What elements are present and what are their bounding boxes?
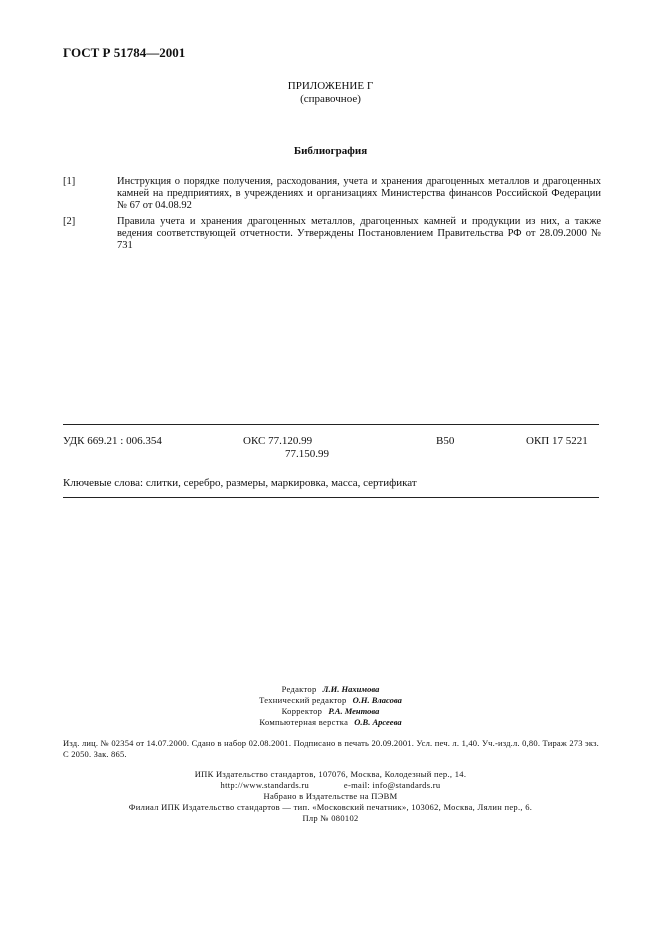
- oks-code-line2: 77.150.99: [285, 448, 329, 460]
- reference-text: Правила учета и хранения драгоценных металлов, драгоценных камней и продукции из них, а также ведения соответствующей отчетности. Утверждены Постановлением Правительства РФ от 28.09.2000 № 731: [117, 216, 601, 251]
- oks-code-line1: ОКС 77.120.99: [243, 435, 313, 447]
- reference-text: Инструкция о порядке получения, расходования, учета и хранения драгоценных металлов и драгоценных камней на предприятиях, в учреждениях и организациях Министерства финансов Российской Федерации № 67 от 04.08.92: [117, 176, 601, 211]
- print-info: Изд. лиц. № 02354 от 14.07.2000. Сдано в набор 02.08.2001. Подписано в печать 20.09.2001. Усл. печ. л. 1,40. Уч.-изд.л. 0,80. Тираж 273 экз. С 2050. Зак. 865.: [63, 738, 599, 759]
- divider-top: [63, 424, 599, 425]
- udk-code: УДК 669.21 : 006.354: [63, 435, 162, 447]
- credit-name: О.Н. Власова: [352, 695, 402, 705]
- publisher-website: http://www.standards.ru: [220, 780, 310, 790]
- appendix-subtitle: (справочное): [300, 93, 361, 105]
- publisher-license: Плр № 080102: [302, 813, 359, 823]
- bibliography-title: Библиография: [293, 145, 368, 157]
- appendix-heading: [0, 80, 661, 106]
- standard-id: ГОСТ Р 51784—2001: [63, 45, 186, 60]
- group-code: В50: [436, 435, 455, 447]
- publisher-address: ИПК Издательство стандартов, 107076, Москва, Колодезный пер., 14.: [194, 769, 467, 779]
- reference-number: [1]: [63, 176, 76, 187]
- credit-name: Л.И. Нахимова: [322, 684, 380, 694]
- credit-name: Р.А. Ментова: [328, 706, 380, 716]
- keywords: Ключевые слова: слитки, серебро, размеры, маркировка, масса, сертификат: [63, 477, 417, 489]
- publisher-typeset: Набрано в Издательстве на ПЭВМ: [263, 791, 398, 801]
- credit-row: [0, 706, 661, 717]
- credit-name: О.В. Арсеева: [354, 717, 402, 727]
- publisher-contacts: [0, 780, 661, 791]
- credits: [0, 684, 661, 728]
- publisher-branch: Филиал ИПК Издательство стандартов — тип. «Московский печатник», 103062, Москва, Лялин пер., 6.: [128, 802, 533, 812]
- credit-role: Редактор: [281, 684, 317, 694]
- credit-role: Технический редактор: [259, 695, 347, 705]
- credit-row: [0, 695, 661, 706]
- credit-row: [0, 717, 661, 728]
- credit-role: Компьютерная верстка: [259, 717, 349, 727]
- oks-code: [243, 435, 329, 461]
- reference-number: [2]: [63, 216, 76, 227]
- divider-bottom: [63, 497, 599, 498]
- publisher-email: e-mail: info@standards.ru: [343, 780, 441, 790]
- appendix-title: ПРИЛОЖЕНИЕ Г: [287, 80, 374, 92]
- credit-row: [0, 684, 661, 695]
- credit-role: Корректор: [281, 706, 323, 716]
- okp-code: ОКП 17 5221: [526, 435, 588, 447]
- publisher-info: [0, 769, 661, 824]
